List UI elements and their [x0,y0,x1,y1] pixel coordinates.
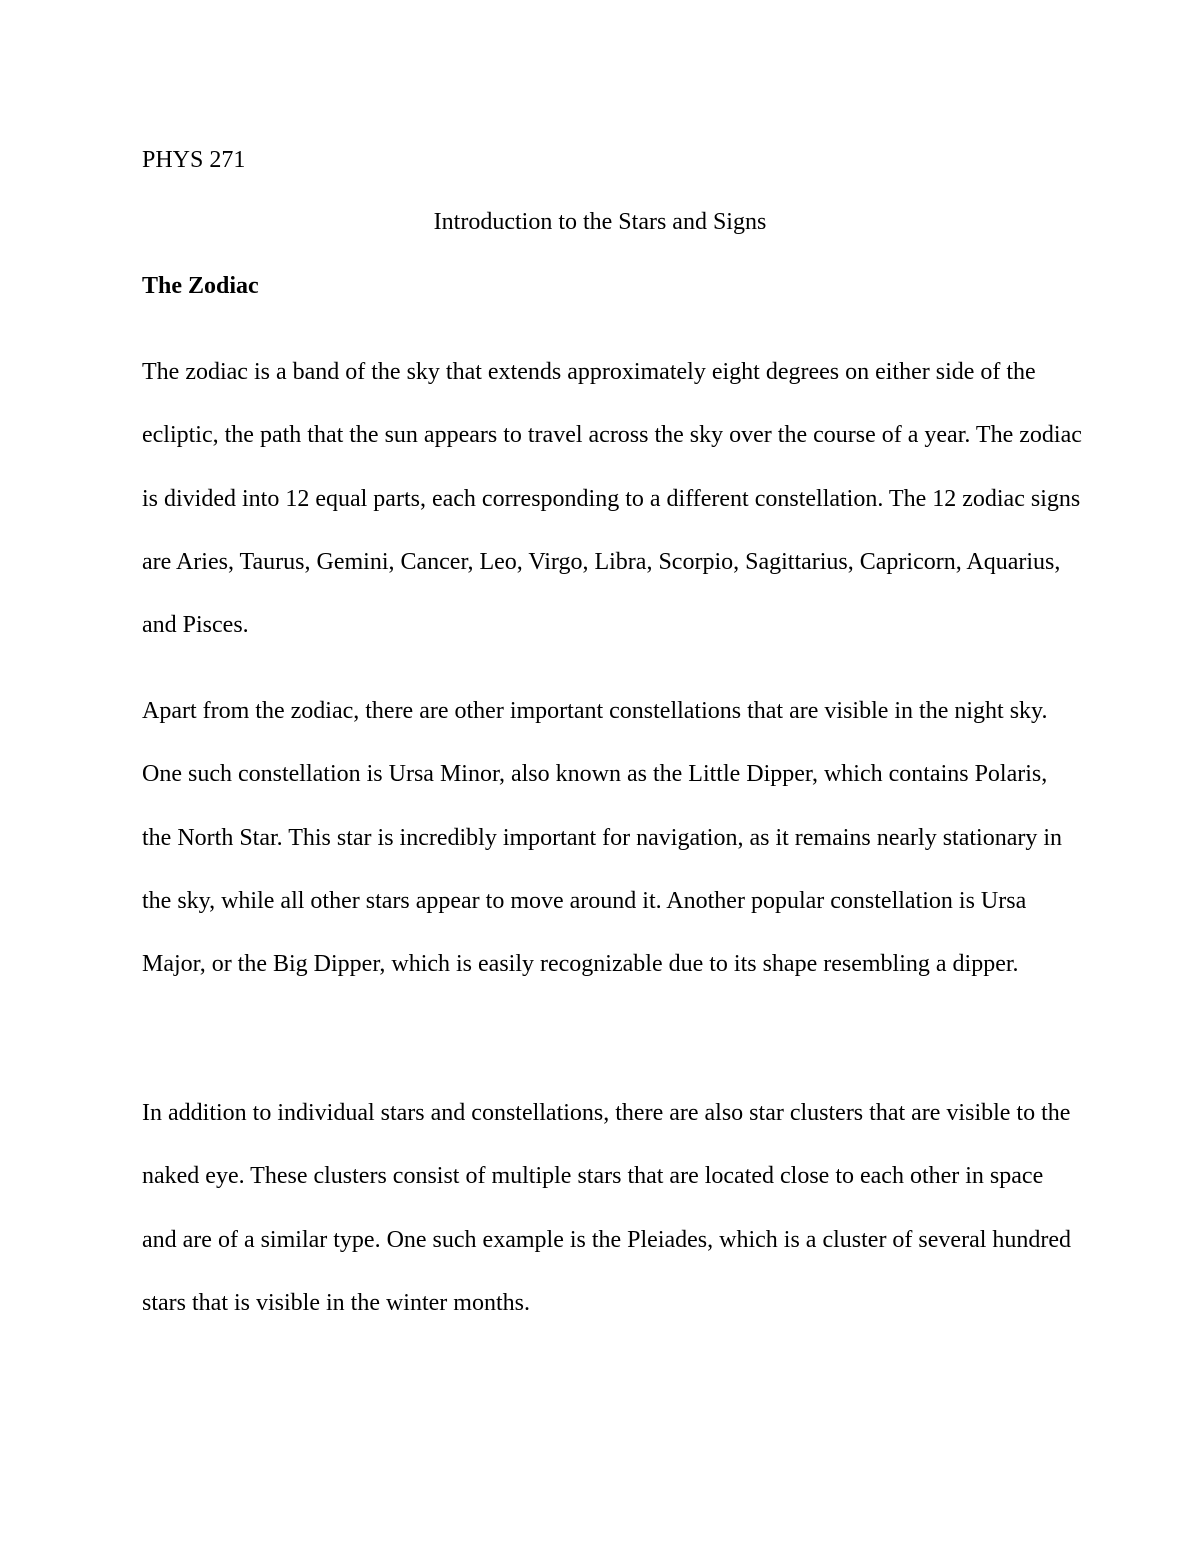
paragraph-zodiac: The zodiac is a band of the sky that extends approximately eight degrees on either side of the ecliptic, the path that the sun appears to travel across the sky over the course of a year. The zodiac is divided into 12 equal parts, each corresponding to a different constellation. The 12 zodiac signs are Aries, Taurus, Gemini, Cancer, Leo, Virgo, Libra, Scorpio, Sagittarius, Capricorn, Aquarius, and Pisces. [142,359,1082,639]
section-heading: The Zodiac [142,273,259,299]
paragraph-constellations: Apart from the zodiac, there are other important constellations that are visible in the night sky. One such constellation is Ursa Minor, also known as the Little Dipper, which contains Polaris, the North Star. This star is incredibly important for navigation, as it remains nearly stationary in the sky, while all other stars appear to move around it. Another popular constellation is Ursa Major, or the Big Dipper, which is easily recognizable due to its shape resembling a dipper. [142,698,1063,978]
course-code: PHYS 271 [142,147,246,173]
document-title: Introduction to the Stars and Signs [433,209,767,235]
paragraph-star-clusters: In addition to individual stars and constellations, there are also star clusters that are visible to the naked eye. These clusters consist of multiple stars that are located close to each other in space and are of a similar type. One such example is the Pleiades, which is a cluster of several hundred stars that is visible in the winter months. [142,1100,1072,1316]
